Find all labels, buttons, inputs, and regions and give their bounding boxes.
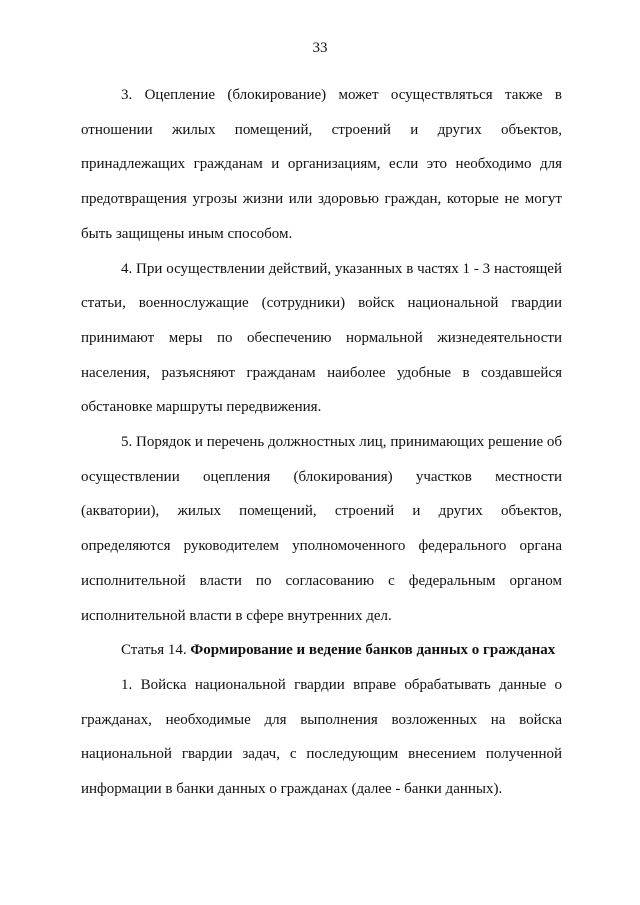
article-title: Формирование и ведение банков данных о гражданах (190, 642, 556, 659)
paragraph-part-4: 4. При осуществлении действий, указанных в частях 1 - 3 настоящей статьи, военнослужащие (сотрудники) войск национальной гвардии принимают меры по обеспечению нормальной жизнедеятельности населения, разъясняют гражданам наиболее удобные в создавшейся обстановке маршруты передвижения. (81, 260, 562, 416)
paragraph-part-5: 5. Порядок и перечень должностных лиц, принимающих решение об осуществлении оцепления (блокирования) участков местности (акватории), жилых помещений, строений и других объектов, определяются руководителем уполномоченного федерального органа исполнительной власти по согласованию с федеральным органом исполнительной власти в сфере внутренних дел. (81, 434, 562, 624)
paragraph-part-3: 3. Оцепление (блокирование) может осуществляться также в отношении жилых помещений, строений и других объектов, принадлежащих гражданам и организациям, если это необходимо для предотвращения угрозы жизни или здоровью граждан, которые не могут быть защищены иным способом. (81, 87, 562, 242)
article-paragraph-1: 1. Войска национальной гвардии вправе обрабатывать данные о гражданах, необходимые для выполнения возложенных на войска национальной гвардии задач, с последующим внесением полученной информации в банки данных о гражданах (далее - банки данных). (81, 676, 562, 798)
article-heading (81, 633, 562, 668)
page-number: 33 (312, 40, 328, 56)
article-label: Статья 14. (121, 642, 187, 659)
document-body (81, 78, 562, 807)
